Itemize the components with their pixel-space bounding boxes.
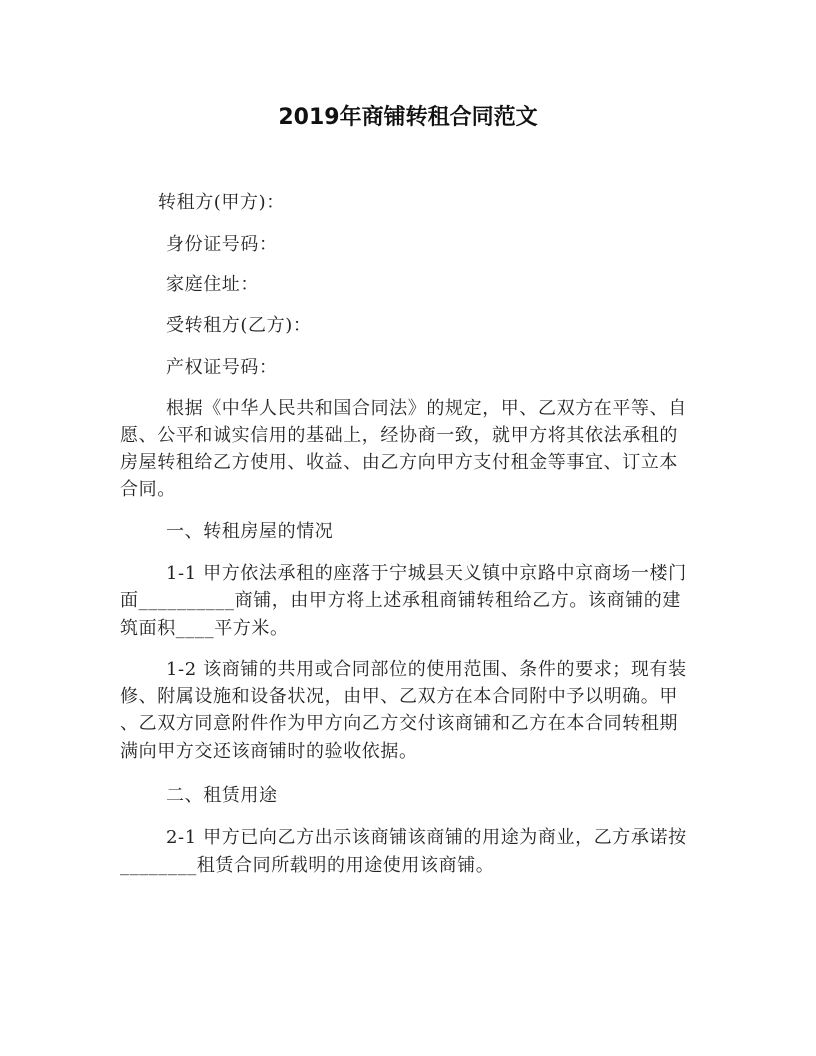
field-id-number: 身份证号码： <box>166 234 278 255</box>
document-title: 2019年商铺转租合同范文 <box>278 105 538 130</box>
preamble-line: 愿、公平和诚实信用的基础上，经协商一致，就甲方将其依法承租的 <box>120 425 678 446</box>
clause-2-1-line: 2-1 甲方已向乙方出示该商铺该商铺的用途为商业，乙方承诺按 <box>166 827 687 848</box>
preamble-line: 合同。 <box>120 479 176 500</box>
preamble-line: 根据《中华人民共和国合同法》的规定，甲、乙双方在平等、自 <box>166 398 687 419</box>
clause-1-1-line: 1-1 甲方依法承租的座落于宁城县天义镇中京路中京商场一楼门 <box>166 563 687 584</box>
field-property-cert: 产权证号码： <box>166 357 278 378</box>
section-heading-1: 一、转租房屋的情况 <box>166 521 334 542</box>
clause-1-2-line: 1-2 该商铺的共用或合同部位的使用范围、条件的要求；现有装 <box>166 659 687 680</box>
clause-1-2-line: 修、附属设施和设备状况，由甲、乙双方在本合同附中予以明确。甲 <box>120 686 678 707</box>
preamble-line: 房屋转租给乙方使用、收益、由乙方向甲方支付租金等事宜、订立本 <box>120 452 678 473</box>
field-sublessee: 受转租方(乙方)： <box>166 315 312 336</box>
clause-1-1-line: 面__________商铺，由甲方将上述承租商铺转租给乙方。该商铺的建 <box>120 590 681 611</box>
field-address: 家庭住址： <box>166 274 259 295</box>
clause-2-1-line: ________租赁合同所载明的用途使用该商铺。 <box>120 855 495 876</box>
field-sublessor: 转租方(甲方)： <box>158 192 285 213</box>
section-heading-2: 二、租赁用途 <box>166 785 278 806</box>
clause-1-1-line: 筑面积____平方米。 <box>120 618 289 639</box>
clause-1-2-line: 、乙双方同意附件作为甲方向乙方交付该商铺和乙方在本合同转租期 <box>120 713 678 734</box>
clause-1-2-line: 满向甲方交还该商铺时的验收依据。 <box>120 741 418 762</box>
